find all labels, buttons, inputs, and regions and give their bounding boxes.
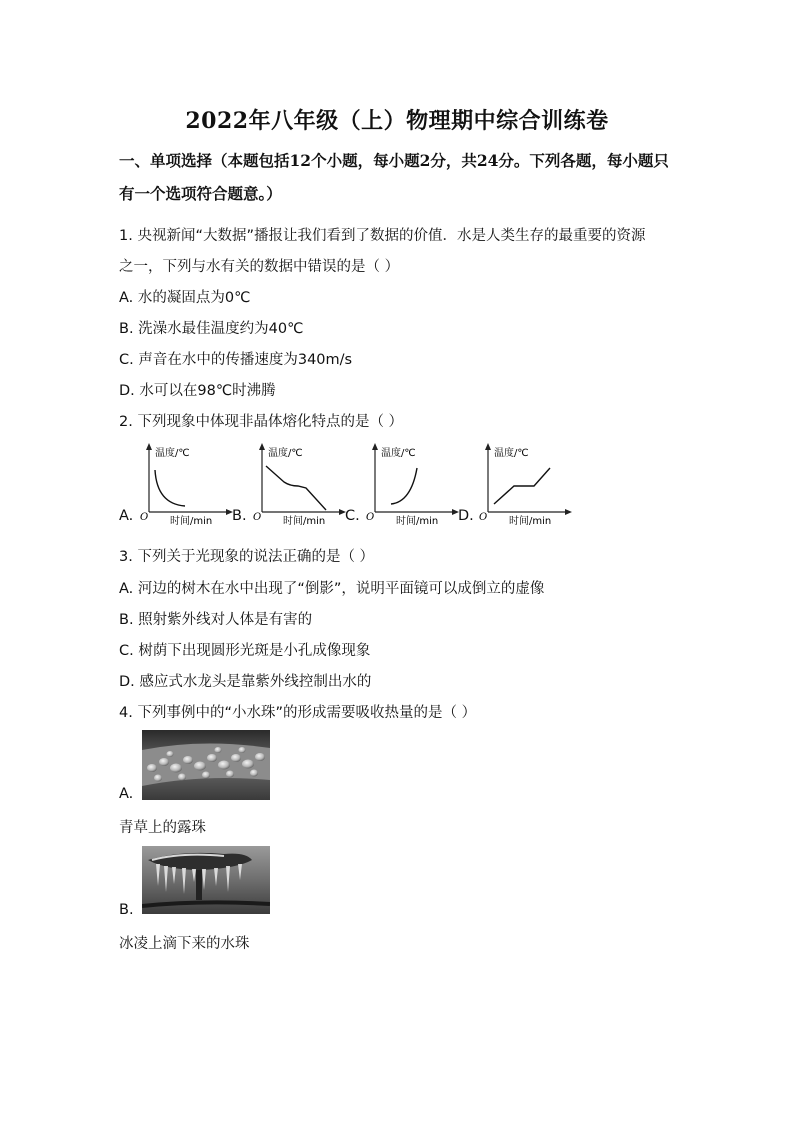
graph-b-curve — [266, 466, 326, 510]
question-2-graphs — [119, 440, 579, 530]
question-2-stem: 2. 下列现象中体现非晶体熔化特点的是（ ） — [119, 414, 404, 430]
graph-b-xlabel: 时间/min — [283, 516, 326, 527]
page-title: 2022年八年级（上）物理期中综合训练卷 — [185, 108, 609, 134]
question-3-option-d: D. 感应式水龙头是靠紫外线控制出水的 — [119, 674, 372, 690]
graph-a-label: A. — [119, 508, 134, 524]
question-1-option-b: B. 洗澡水最佳温度约为40℃ — [119, 321, 304, 337]
graph-d-origin: O — [479, 512, 488, 523]
graph-option-b — [232, 440, 352, 528]
graph-b-plot — [250, 440, 355, 528]
question-1-option-a: A. 水的凝固点为0℃ — [119, 290, 251, 306]
graph-d-curve — [494, 468, 550, 504]
question-1-option-d: D. 水可以在98℃时沸腾 — [119, 383, 276, 399]
question-1-stem-line1: 1. 央视新闻“大数据”播报让我们看到了数据的价值．水是人类生存的最重要的资源 — [119, 228, 646, 244]
graph-b-origin: O — [253, 512, 262, 523]
graph-d-label: D. — [458, 508, 474, 524]
graph-c-plot — [363, 440, 468, 528]
graph-c-xlabel: 时间/min — [396, 516, 439, 527]
graph-c-curve — [391, 468, 417, 504]
graph-c-origin: O — [366, 512, 375, 523]
graph-a-origin: O — [140, 512, 149, 523]
question-4-option-b-caption: 冰凌上滴下来的水珠 — [119, 936, 250, 952]
graph-a-curve — [155, 470, 185, 506]
graph-d-ylabel: 温度/℃ — [494, 448, 529, 459]
question-4-option-a-caption: 青草上的露珠 — [119, 820, 206, 836]
graph-d-xlabel: 时间/min — [509, 516, 552, 527]
question-3-option-a: A. 河边的树木在水中出现了“倒影”，说明平面镜可以成倒立的虚像 — [119, 581, 545, 597]
question-4-stem: 4. 下列事例中的“小水珠”的形成需要吸收热量的是（ ） — [119, 705, 477, 721]
graph-a-plot — [137, 440, 242, 528]
graph-b-label: B. — [232, 508, 247, 524]
graph-c-label: C. — [345, 508, 360, 524]
question-3-option-c: C. 树荫下出现圆形光斑是小孔成像现象 — [119, 643, 371, 659]
question-1-option-c: C. 声音在水中的传播速度为340m/s — [119, 352, 353, 368]
question-4-option-a-label: A. — [119, 786, 134, 802]
dew-drops-photo — [142, 730, 270, 800]
icicles-photo — [142, 846, 270, 914]
graph-b-ylabel: 温度/℃ — [268, 448, 303, 459]
graph-option-c — [345, 440, 465, 528]
section-heading: 一、单项选择（本题包括12个小题，每小题2分，共24分。下列各题，每小题只有一个选项符合题意。） — [119, 151, 669, 203]
graph-option-d — [458, 440, 578, 528]
question-4-option-b-label: B. — [119, 902, 134, 918]
graph-a-ylabel: 温度/℃ — [155, 448, 190, 459]
graph-option-a — [119, 440, 239, 528]
graph-a-xlabel: 时间/min — [170, 516, 213, 527]
question-1-stem-line2: 之一，下列与水有关的数据中错误的是（ ） — [119, 259, 400, 275]
graph-d-plot — [476, 440, 581, 528]
graph-c-ylabel: 温度/℃ — [381, 448, 416, 459]
question-3-stem: 3. 下列关于光现象的说法正确的是（ ） — [119, 549, 375, 565]
question-3-option-b: B. 照射紫外线对人体是有害的 — [119, 612, 313, 628]
